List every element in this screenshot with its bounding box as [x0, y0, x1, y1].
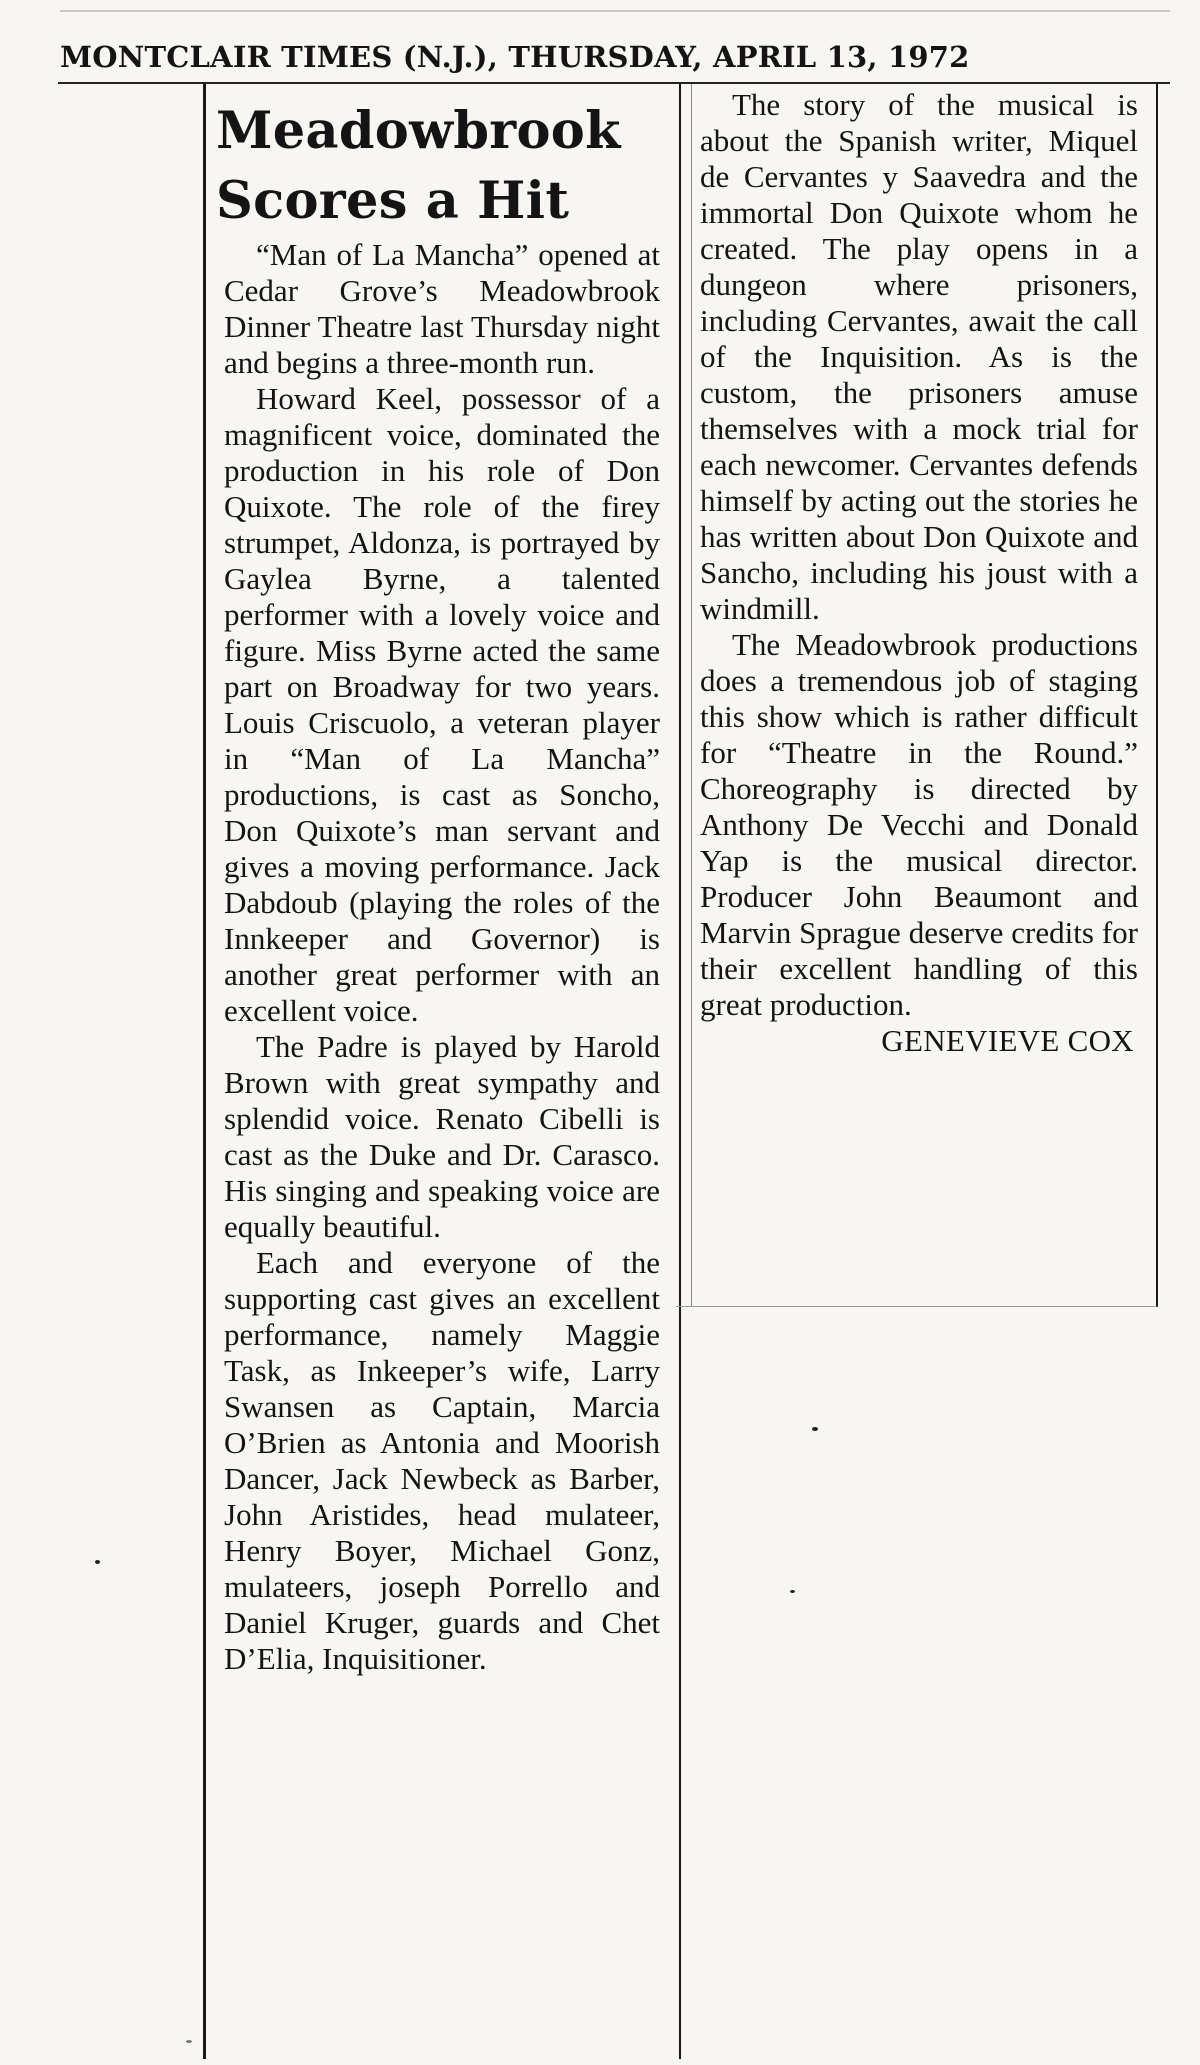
article-paragraph-3: The Padre is played by Harold Brown with great sympathy and splendid voice. Renato Cibelli is cast as the Duke and Dr. Carasco. His singing and speaking voice are equally beautiful. [224, 1029, 660, 1244]
article-paragraph-4: Each and everyone of the supporting cast gives an excellent performance, namely Maggie Task, as Inkeeper’s wife, Larry Swansen as Captain, Marcia O’Brien as Antonia and Moorish Dancer, Jack Newbeck as Barber, John Aristides, head mulateer, Henry Boyer, Michael Gonz, mulateers, joseph Porrello and Daniel Kruger, guards and Chet D’Elia, Inquisitioner. [224, 1245, 660, 1676]
print-speck [95, 1560, 100, 1564]
article-paragraph-6: The Meadowbrook productions does a tremendous job of staging this show which is rather difficult for “Theatre in the Round.” Choreography is directed by Anthony De Vecchi and Donald Yap is the musical director. Producer John Beaumont and Marvin Sprague deserve credits for their excellent handling of this great production. [700, 627, 1138, 1022]
article-paragraph-2: Howard Keel, possessor of a magnificent voice, dominated the production in his role of Don Quixote. The role of the firey strumpet, Aldonza, is portrayed by Gaylea Byrne, a talented performer with a lovely voice and figure. Miss Byrne acted the same part on Broadway for two years. Louis Criscuolo, a veteran player in “Man of La Mancha” productions, is cast as Soncho, Don Quixote’s man servant and gives a moving performance. Jack Dabdoub (playing the roles of the Innkeeper and Governor) is another great performer with an excellent voice. [224, 381, 660, 1028]
newspaper-dateline: MONTCLAIR TIMES (N.J.), THURSDAY, APRIL 13, 1972 [60, 40, 970, 74]
right-column-inner-rule [691, 84, 692, 1306]
print-speck [812, 1427, 818, 1431]
headline-line-2: Scores a Hit [216, 171, 570, 231]
print-speck [790, 1590, 795, 1593]
article-headline [216, 96, 656, 236]
headline-line-1: Meadowbrook [216, 101, 621, 161]
article-paragraph-5: The story of the musical is about the Spanish writer, Miquel de Cervantes y Saavedra and the immortal Don Quixote whom he created. The play opens in a dungeon where prisoners, including Cervantes, await the call of the Inquisition. As is the custom, the prisoners amuse themselves with a mock trial for each newcomer. Cervantes defends himself by acting out the stories he has written about Don Quixote and Sancho, including his joust with a windmill. [700, 87, 1138, 626]
article-column-left [224, 237, 660, 1677]
article-column-right [700, 87, 1138, 1059]
print-speck [186, 2040, 192, 2043]
article-byline: GENEVIEVE COX [881, 1023, 1134, 1058]
article-paragraph-1: “Man of La Mancha” opened at Cedar Grove’s Meadowbrook Dinner Theatre last Thursday night and begins a three-month run. [224, 237, 660, 380]
page-top-rule [60, 10, 1170, 12]
